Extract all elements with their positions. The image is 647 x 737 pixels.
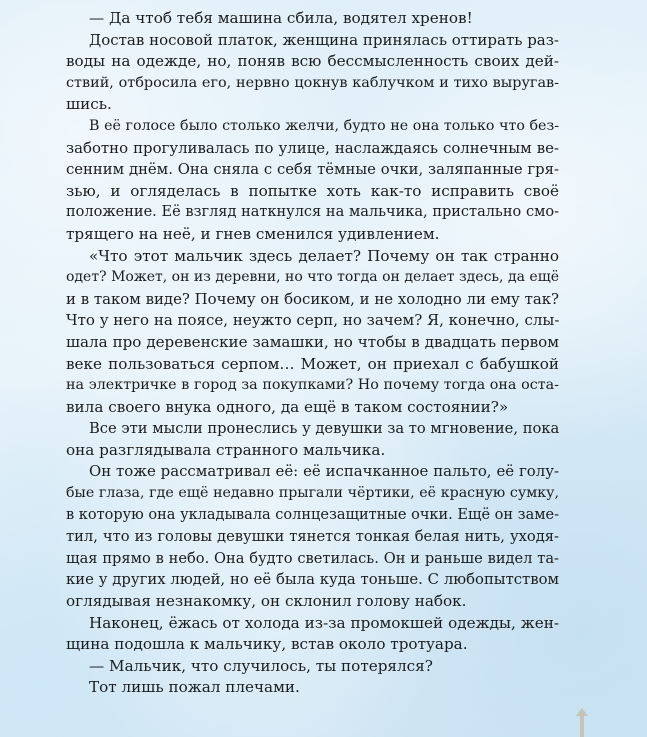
text-line: шись.	[66, 95, 112, 114]
text-line: кие у других людей, но её была куда тоньше. С любопытством	[66, 571, 559, 589]
paragraph-3	[66, 116, 559, 246]
paragraph-5	[66, 418, 559, 461]
text-line: и в таком виде? Почему он босиком, и не холодно ли ему так?	[66, 289, 559, 308]
up-arrow-icon	[571, 706, 593, 737]
text-line: одет? Может, он из деревни, но что тогда он делает здесь, да ещё	[66, 269, 559, 286]
text-line: на электричке в город за покупками? Но почему тогда она оста-	[66, 377, 559, 394]
text-line: — Да чтоб тебя машина сбила, водятел хренов!	[89, 9, 473, 27]
paragraph-7	[66, 613, 559, 656]
text-line: Достав носовой платок, женщина принялась оттирать раз-	[89, 30, 559, 49]
paragraph-4	[66, 246, 559, 419]
text-line: тил, что из головы девушки тянется тонкая белая нить, уходя-	[66, 528, 559, 546]
text-line: «Что этот мальчик здесь делает? Почему он так странно	[89, 246, 559, 265]
text-line: — Мальчик, что случилось, ты потерялся?	[89, 656, 433, 675]
text-line: сенним днём. Она сняла с себя тёмные очки, заляпанные гря-	[66, 161, 559, 179]
text-line: Он тоже рассматривал её: её испачканное пальто, её голу-	[89, 462, 559, 481]
text-line: ствий, отбросила его, нервно цокнув каблучком и тихо выругав-	[66, 74, 559, 91]
text-line: Наконец, ёжась от холода из-за промокшей одежды, жен-	[89, 613, 559, 632]
text-line: вила своего внука одного, да ещё в таком состоянии?»	[66, 397, 509, 416]
text-line: Что у него на поясе, неужто серп, но зачем? Я, конечно, слы-	[66, 311, 560, 330]
paragraph-1	[66, 8, 559, 30]
text-line: зью, и огляделась в попытке хоть как-то исправить своё	[66, 181, 559, 200]
text-line: в которую она укладывала солнцезащитные очки. Ещё он заме-	[66, 506, 559, 523]
text-line: бые глаза, где ещё недавно прыгали чёртики, её красную сумку,	[66, 485, 559, 502]
text-line: воды на одежде, но, поняв всю бессмысленность своих дей-	[66, 52, 559, 71]
text-line: В её голосе было столько желчи, будто не она только что без-	[89, 117, 559, 134]
text-line: щая прямо в небо. Она будто светилась. Он и раньше видел та-	[66, 549, 559, 567]
paragraph-8	[66, 656, 559, 678]
text-line: шала про деревенские замашки, но чтобы в двадцать первом	[66, 332, 559, 351]
paragraph-9	[66, 677, 559, 699]
page-text	[66, 8, 559, 699]
text-line: положение. Её взгляд наткнулся на мальчика, пристально смо-	[66, 204, 559, 221]
text-line: заботно прогуливалась по улице, наслаждаясь солнечным ве-	[66, 138, 559, 157]
paragraph-6	[66, 461, 559, 612]
text-line: оглядывая незнакомку, он склонил голову набок.	[66, 592, 467, 611]
text-line: щина подошла к мальчику, встав около тротуара.	[66, 635, 468, 654]
text-line: Все эти мысли пронеслись у девушки за то мгновение, пока	[89, 420, 560, 438]
text-line: она разглядывала странного мальчика.	[66, 440, 386, 459]
text-line: веке пользоваться серпом… Может, он приехал с бабушкой	[66, 354, 559, 373]
book-page	[66, 8, 560, 699]
paragraph-2	[66, 30, 559, 116]
text-line: трящего на неё, и гнев сменился удивлением.	[66, 224, 440, 243]
text-line: Тот лишь пожал плечами.	[89, 678, 300, 697]
